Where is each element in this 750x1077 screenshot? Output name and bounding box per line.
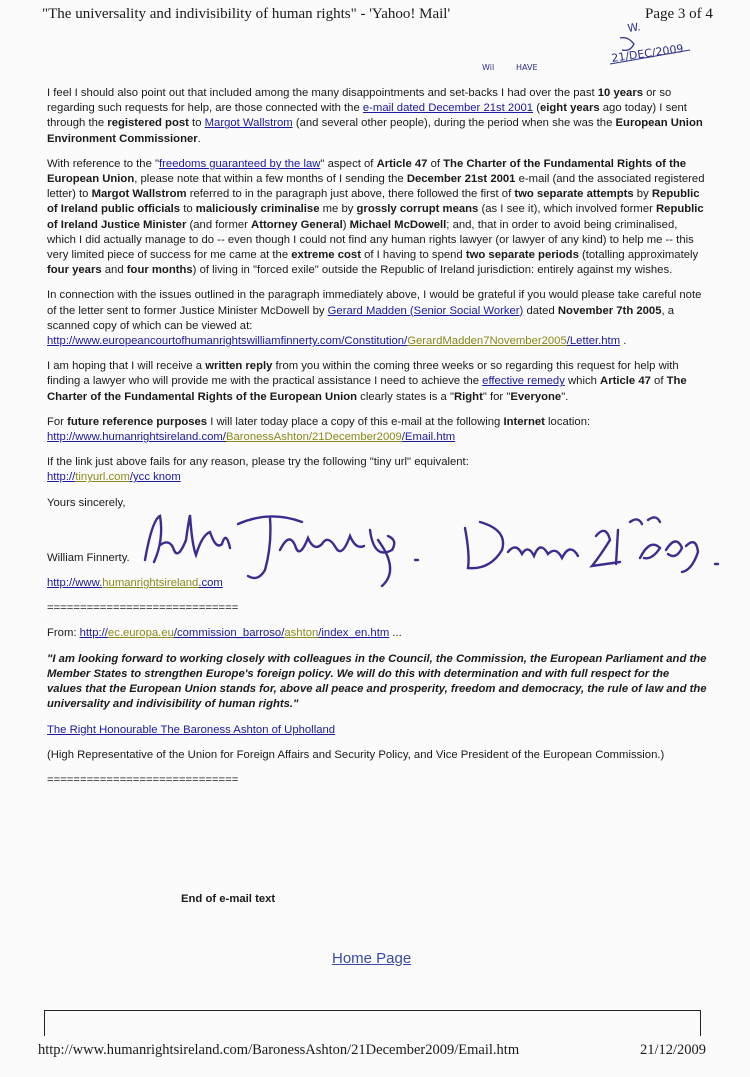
paragraph-2: With reference to the "freedoms guaranteed by the law" aspect of Article 47 of The Charter of the Fundamental Rights of the European Union, please note that within a few months of I sending the December 21st 2001 e-mail (and the associated registered letter) to Margot Wallstrom referred to in the paragraph just above, there followed the first of two separate attempts by Republic of Ireland public officials to maliciously criminalise me by grossly corrupt means (as I see it), which involved former Republic of Ireland Justice Minister (and former Attorney General) Michael McDowell; and, that in order to avoid being criminalised, which I did actually manage to do -- even though I could not find any human rights lawyer (or lawyer of any kind) to help me -- this very limited piece of success for me came at the extreme cost of I having to spend two separate periods (totalling approximately four years and four months) of living in "forced exile" outside the Republic of Ireland jurisdiction: entirely against my wishes. [47,157,705,277]
svg-text:21/DEC/2009: 21/DEC/2009 [610,42,685,65]
paragraph-1: I feel I should also point out that included among the many disappointments and set-backs I had over the past 10 years or so regarding such requests for help, are those connected with the e-mail dated December 21st 2001 (eight years ago today) I sent through the registered post to Margot Wallstrom (and several other people), during the period when she was the European Union Environment Commissioner. [47,87,703,145]
paragraph-5: For future reference purposes I will later today place a copy of this e-mail at the following Internet location: http://www.humanrightsireland.com/BaronessAshton/21December2009/Email.htm [47,415,591,444]
email-body [47,86,707,798]
ashton-link[interactable]: The Right Honourable The Baroness Ashton of Upholland [47,723,336,736]
ashton-role: (High Representative of the Union for Foreign Affairs and Security Policy, and Vice President of the European Commission.) [47,748,665,761]
page-header-title: "The universality and indivisibility of human rights" - 'Yahoo! Mail' [42,6,451,22]
signer-name: William Finnerty. [47,551,130,564]
home-page-link[interactable]: Home Page [332,950,412,967]
handwritten-note: HAVE [516,63,538,72]
paragraph-6: If the link just above fails for any reason, please try the following "tiny url" equivalent: http://tinyurl.com/ycc knom [47,456,469,484]
divider-2: ============================= [47,773,239,786]
website-link[interactable]: http://www.humanrightsireland.com [47,577,223,590]
paragraph-4: I am hoping that I will receive a written reply from you within the coming three weeks or so regarding this request for help with finding a lawyer who will provide me with the practical assistance I need to achieve the effective remedy which Article 47 of The Charter of the Fundamental Rights of the European Union clearly states is a "Right" for "Everyone". [47,360,687,403]
email-link[interactable]: e-mail dated December 21st 2001 [362,102,534,115]
end-of-email-text: End of e-mail text [181,893,276,905]
email-archive-url[interactable]: http://www.humanrightsireland.com/BaronessAshton/21December2009/Email.htm [47,431,456,444]
tinyurl-link[interactable]: http://tinyurl.com/ycc knom [47,471,181,484]
freedoms-link[interactable]: freedoms guaranteed by the law [159,157,321,170]
effective-remedy-link[interactable]: effective remedy [482,375,565,388]
handwritten-date-stamp [590,18,705,68]
footer-url: http://www.humanrightsireland.com/BaronessAshton/21December2009/Email.htm [38,1042,520,1058]
from-line: From: http://ec.europa.eu/commission_barroso/ashton/index_en.htm ... [47,627,402,640]
from-url[interactable]: http://ec.europa.eu/commission_barroso/ashton/index_en.htm [79,627,390,640]
divider: ============================= [47,602,239,615]
closing: Yours sincerely, [47,496,126,509]
ashton-quote: "I am looking forward to working closely with colleagues in the Council, the Commission, the European Parliament and the Member States to strengthen Europe's foreign policy. We will do this with determination and with full respect for the values that the European Union stands for, above all peace and prosperity, freedom and democracy, the rule of law and the universality and indivisibility of human rights." [47,652,707,711]
letter-url[interactable]: http://www.europeancourtofhumanrightswilliamfinnerty.com/Constitution/GerardMadden7November2005/Letter.htm [47,335,621,348]
signature [130,500,730,590]
footer-frame [44,1010,701,1036]
paragraph-3: In connection with the issues outlined in the paragraph immediately above, I would be grateful if you would please take careful note of the letter sent to former Justice Minister McDowell by Gerard Madden (Senior Social Worker) dated November 7th 2005, a scanned copy of which can be viewed at: http://www.europeancourtofhumanrightswilliamfinnerty.com/Constitution/GerardMadden7November2005/Letter.htm . [47,289,702,348]
madden-link[interactable]: Gerard Madden (Senior Social Worker) [327,304,524,317]
page-number: Page 3 of 4 [645,6,713,22]
handwritten-note: Wil [482,63,495,72]
wallstrom-link[interactable]: Margot Wallstrom [204,117,293,130]
svg-text:W.: W. [626,20,642,35]
footer-date: 21/12/2009 [640,1042,707,1058]
